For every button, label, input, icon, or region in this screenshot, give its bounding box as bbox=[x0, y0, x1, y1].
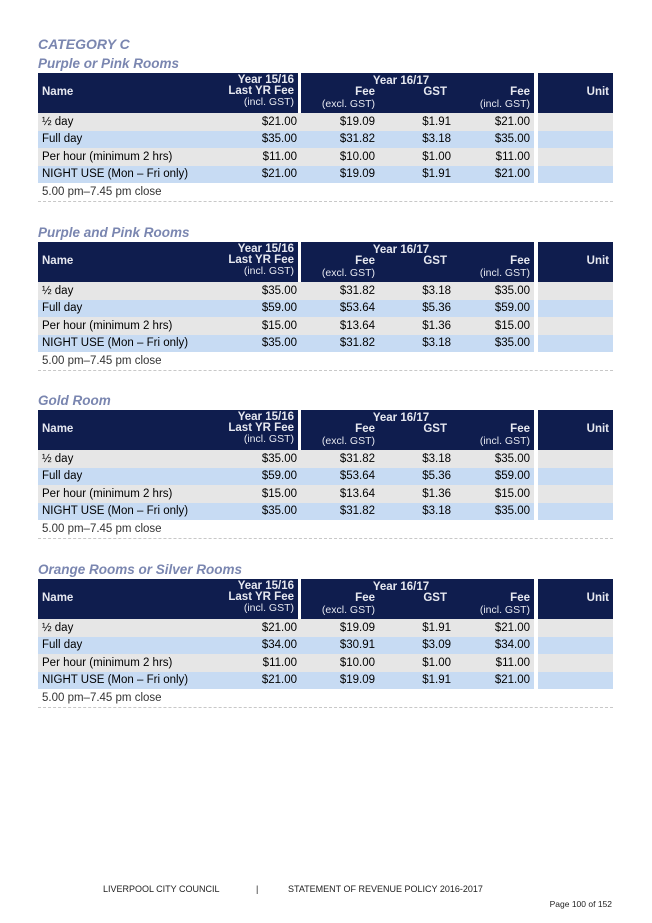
fee-table bbox=[38, 579, 613, 708]
fee-table bbox=[38, 410, 613, 539]
cell-unit bbox=[538, 282, 613, 300]
cell-last: $35.00 bbox=[219, 131, 301, 149]
cell-name: ½ day bbox=[38, 282, 219, 300]
fee-table bbox=[38, 73, 613, 202]
cell-unit bbox=[538, 654, 613, 672]
cell-gst: $5.36 bbox=[379, 468, 455, 486]
cell-gst: $1.91 bbox=[379, 166, 455, 184]
cell-last: $21.00 bbox=[219, 619, 301, 637]
cell-incl: $35.00 bbox=[455, 131, 534, 149]
cell-unit bbox=[538, 672, 613, 690]
cell-name: NIGHT USE (Mon – Fri only) bbox=[38, 503, 219, 521]
table-row bbox=[38, 335, 613, 353]
cell-last: $21.00 bbox=[219, 672, 301, 690]
cell-name: NIGHT USE (Mon – Fri only) bbox=[38, 166, 219, 184]
cell-gst: $1.00 bbox=[379, 148, 455, 166]
cell-excl: $19.09 bbox=[301, 166, 379, 184]
header-year-fee-excl: Fee (excl. GST) bbox=[301, 73, 379, 113]
cell-excl: $31.82 bbox=[301, 282, 379, 300]
cell-incl: $11.00 bbox=[455, 654, 534, 672]
cell-name: NIGHT USE (Mon – Fri only) bbox=[38, 335, 219, 353]
table-row bbox=[38, 485, 613, 503]
category-heading: CATEGORY C bbox=[38, 36, 130, 52]
table-row bbox=[38, 166, 613, 184]
cell-unit bbox=[538, 637, 613, 655]
cell-excl: $13.64 bbox=[301, 317, 379, 335]
cell-gst: $1.00 bbox=[379, 654, 455, 672]
cell-name: Full day bbox=[38, 300, 219, 318]
cell-gst: $1.91 bbox=[379, 113, 455, 131]
cell-excl: $19.09 bbox=[301, 672, 379, 690]
cell-name: Per hour (minimum 2 hrs) bbox=[38, 317, 219, 335]
cell-excl: $10.00 bbox=[301, 654, 379, 672]
cell-name: Full day bbox=[38, 468, 219, 486]
table-header-row bbox=[38, 410, 613, 450]
fee-section bbox=[38, 392, 613, 539]
table-note-row bbox=[38, 520, 613, 539]
cell-unit bbox=[538, 166, 613, 184]
table-header-row bbox=[38, 73, 613, 113]
table-row bbox=[38, 619, 613, 637]
cell-last: $21.00 bbox=[219, 113, 301, 131]
table-row bbox=[38, 282, 613, 300]
cell-gst: $1.36 bbox=[379, 485, 455, 503]
cell-unit bbox=[538, 450, 613, 468]
table-row bbox=[38, 672, 613, 690]
cell-unit bbox=[538, 468, 613, 486]
footer-org: LIVERPOOL CITY COUNCIL bbox=[103, 884, 220, 894]
table-row bbox=[38, 654, 613, 672]
header-year-fee-incl: Fee (incl. GST) bbox=[455, 242, 534, 282]
table-note-row bbox=[38, 352, 613, 371]
cell-excl: $19.09 bbox=[301, 113, 379, 131]
cell-gst: $3.18 bbox=[379, 503, 455, 521]
cell-incl: $21.00 bbox=[455, 113, 534, 131]
cell-incl: $11.00 bbox=[455, 148, 534, 166]
cell-incl: $15.00 bbox=[455, 317, 534, 335]
cell-gst: $5.36 bbox=[379, 300, 455, 318]
cell-last: $21.00 bbox=[219, 166, 301, 184]
cell-unit bbox=[538, 485, 613, 503]
cell-last: $35.00 bbox=[219, 282, 301, 300]
cell-name: Full day bbox=[38, 131, 219, 149]
header-year-gst: Year 16/17 GST bbox=[379, 579, 455, 619]
time-note: 5.00 pm–7.45 pm close bbox=[38, 520, 613, 539]
header-name: Name bbox=[38, 410, 219, 450]
cell-excl: $19.09 bbox=[301, 619, 379, 637]
footer-doc-title: STATEMENT OF REVENUE POLICY 2016-2017 bbox=[288, 884, 483, 894]
time-note: 5.00 pm–7.45 pm close bbox=[38, 183, 613, 202]
cell-incl: $21.00 bbox=[455, 619, 534, 637]
cell-unit bbox=[538, 148, 613, 166]
header-year-gst: Year 16/17 GST bbox=[379, 410, 455, 450]
cell-incl: $35.00 bbox=[455, 335, 534, 353]
section-title: Purple and Pink Rooms bbox=[38, 225, 190, 240]
table-row bbox=[38, 468, 613, 486]
fee-section bbox=[38, 55, 613, 202]
cell-last: $34.00 bbox=[219, 637, 301, 655]
fee-table bbox=[38, 242, 613, 371]
cell-excl: $13.64 bbox=[301, 485, 379, 503]
cell-name: Per hour (minimum 2 hrs) bbox=[38, 654, 219, 672]
cell-gst: $1.91 bbox=[379, 672, 455, 690]
cell-unit bbox=[538, 503, 613, 521]
cell-unit bbox=[538, 113, 613, 131]
section-title: Orange Rooms or Silver Rooms bbox=[38, 562, 243, 577]
header-last-year: Year 15/16 Last YR Fee (incl. GST) bbox=[219, 73, 301, 113]
cell-incl: $35.00 bbox=[455, 450, 534, 468]
cell-excl: $31.82 bbox=[301, 335, 379, 353]
header-last-year: Year 15/16 Last YR Fee (incl. GST) bbox=[219, 242, 301, 282]
page-number: Page 100 of 152 bbox=[549, 899, 612, 909]
cell-last: $15.00 bbox=[219, 485, 301, 503]
cell-last: $59.00 bbox=[219, 300, 301, 318]
cell-name: ½ day bbox=[38, 113, 219, 131]
header-year-fee-excl: Fee (excl. GST) bbox=[301, 410, 379, 450]
cell-last: $15.00 bbox=[219, 317, 301, 335]
cell-unit bbox=[538, 335, 613, 353]
header-unit: Unit bbox=[538, 410, 613, 450]
cell-gst: $3.09 bbox=[379, 637, 455, 655]
cell-last: $35.00 bbox=[219, 335, 301, 353]
cell-name: Per hour (minimum 2 hrs) bbox=[38, 485, 219, 503]
table-row bbox=[38, 637, 613, 655]
cell-excl: $10.00 bbox=[301, 148, 379, 166]
cell-last: $35.00 bbox=[219, 450, 301, 468]
table-row bbox=[38, 300, 613, 318]
header-name: Name bbox=[38, 242, 219, 282]
header-year-gst: Year 16/17 GST bbox=[379, 73, 455, 113]
header-year-gst: Year 16/17 GST bbox=[379, 242, 455, 282]
table-row bbox=[38, 503, 613, 521]
fee-section bbox=[38, 224, 613, 371]
cell-last: $11.00 bbox=[219, 654, 301, 672]
cell-unit bbox=[538, 317, 613, 335]
table-row bbox=[38, 113, 613, 131]
cell-gst: $3.18 bbox=[379, 450, 455, 468]
cell-gst: $3.18 bbox=[379, 282, 455, 300]
header-year-fee-excl: Fee (excl. GST) bbox=[301, 579, 379, 619]
header-last-year: Year 15/16 Last YR Fee (incl. GST) bbox=[219, 579, 301, 619]
cell-incl: $59.00 bbox=[455, 468, 534, 486]
cell-gst: $1.91 bbox=[379, 619, 455, 637]
cell-incl: $35.00 bbox=[455, 503, 534, 521]
footer-separator: | bbox=[256, 884, 259, 894]
header-name: Name bbox=[38, 579, 219, 619]
table-row bbox=[38, 317, 613, 335]
fee-section bbox=[38, 561, 613, 708]
header-last-year: Year 15/16 Last YR Fee (incl. GST) bbox=[219, 410, 301, 450]
cell-name: ½ day bbox=[38, 619, 219, 637]
section-title: Purple or Pink Rooms bbox=[38, 56, 180, 71]
header-year-fee-excl: Fee (excl. GST) bbox=[301, 242, 379, 282]
cell-gst: $3.18 bbox=[379, 131, 455, 149]
table-row bbox=[38, 148, 613, 166]
table-header-row bbox=[38, 579, 613, 619]
cell-name: Per hour (minimum 2 hrs) bbox=[38, 148, 219, 166]
table-note-row bbox=[38, 689, 613, 708]
cell-last: $35.00 bbox=[219, 503, 301, 521]
table-note-row bbox=[38, 183, 613, 202]
header-unit: Unit bbox=[538, 242, 613, 282]
cell-unit bbox=[538, 619, 613, 637]
time-note: 5.00 pm–7.45 pm close bbox=[38, 689, 613, 708]
cell-name: ½ day bbox=[38, 450, 219, 468]
table-header-row bbox=[38, 242, 613, 282]
header-unit: Unit bbox=[538, 579, 613, 619]
cell-incl: $59.00 bbox=[455, 300, 534, 318]
cell-incl: $35.00 bbox=[455, 282, 534, 300]
cell-excl: $31.82 bbox=[301, 503, 379, 521]
cell-unit bbox=[538, 300, 613, 318]
cell-excl: $31.82 bbox=[301, 450, 379, 468]
cell-last: $59.00 bbox=[219, 468, 301, 486]
cell-gst: $3.18 bbox=[379, 335, 455, 353]
cell-name: NIGHT USE (Mon – Fri only) bbox=[38, 672, 219, 690]
header-year-fee-incl: Fee (incl. GST) bbox=[455, 73, 534, 113]
cell-excl: $31.82 bbox=[301, 131, 379, 149]
cell-incl: $15.00 bbox=[455, 485, 534, 503]
cell-name: Full day bbox=[38, 637, 219, 655]
header-unit: Unit bbox=[538, 73, 613, 113]
cell-last: $11.00 bbox=[219, 148, 301, 166]
header-year-fee-incl: Fee (incl. GST) bbox=[455, 410, 534, 450]
cell-incl: $21.00 bbox=[455, 166, 534, 184]
cell-incl: $21.00 bbox=[455, 672, 534, 690]
table-row bbox=[38, 450, 613, 468]
table-row bbox=[38, 131, 613, 149]
time-note: 5.00 pm–7.45 pm close bbox=[38, 352, 613, 371]
cell-incl: $34.00 bbox=[455, 637, 534, 655]
cell-excl: $53.64 bbox=[301, 300, 379, 318]
cell-excl: $30.91 bbox=[301, 637, 379, 655]
header-name: Name bbox=[38, 73, 219, 113]
header-year-fee-incl: Fee (incl. GST) bbox=[455, 579, 534, 619]
cell-unit bbox=[538, 131, 613, 149]
cell-gst: $1.36 bbox=[379, 317, 455, 335]
cell-excl: $53.64 bbox=[301, 468, 379, 486]
section-title: Gold Room bbox=[38, 393, 111, 408]
